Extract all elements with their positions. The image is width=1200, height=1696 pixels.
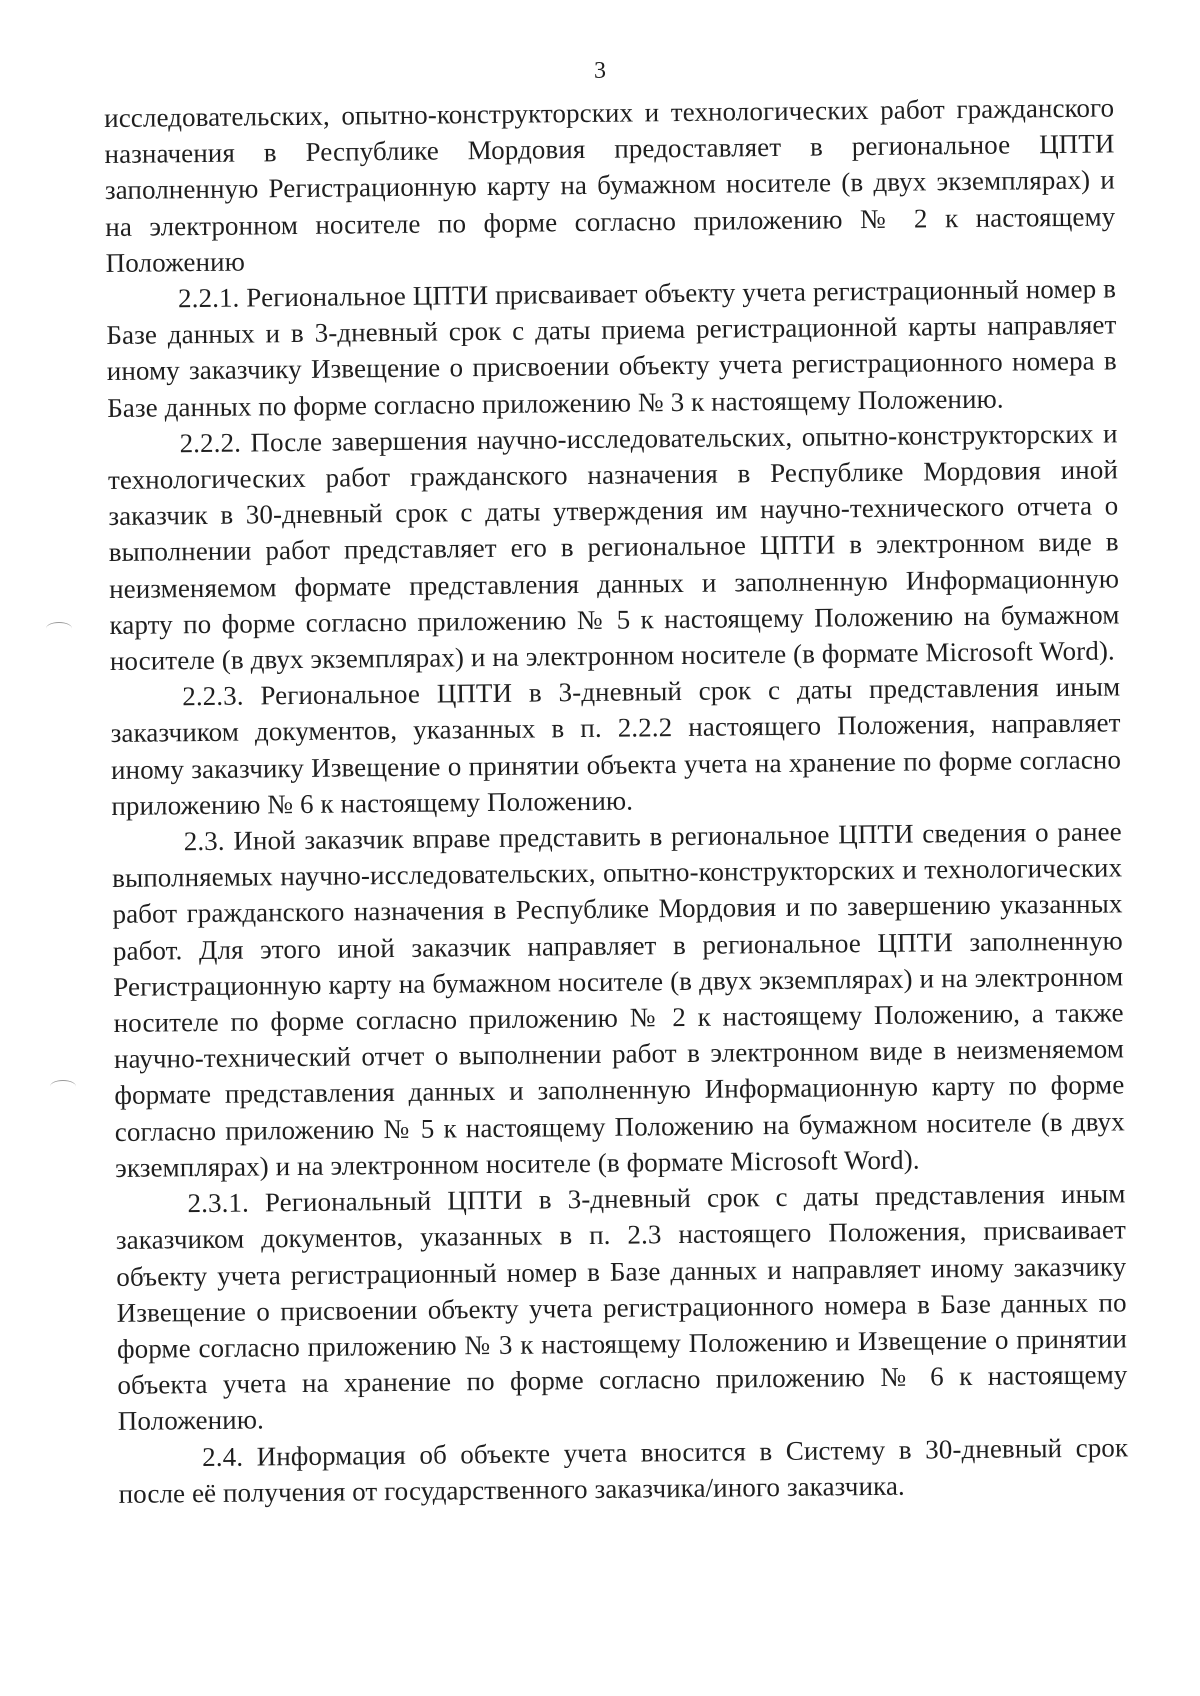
paragraph-2-3: 2.3. Иной заказчик вправе представить в региональное ЦПТИ сведения о ранее выполняемых научно-исследовательских, опытно-конструкторских и технологических работ гражданского назначения в Республике Мордовия и по завершению указанных работ. Для этого иной заказчик направляет в региональное ЦПТИ заполненную Регистрационную карту на бумажном носителе (в двух экземплярах) и на электронном носителе по форме согласно приложению № 2 к настоящему Положению, а также научно-технический отчет о выполнении работ в электронном виде в неизменяемом формате представления данных и заполненную Информационную карту по форме согласно приложению № 5 к настоящему Положению на бумажном носителе (в двух экземплярах) и на электронном носителе (в формате Microsoft Word).	[111, 816, 1125, 1183]
paragraph-2-2-1: 2.2.1. Региональное ЦПТИ присваивает объекту учета регистрационный номер в Базе данных и в 3-дневный срок с даты приема регистрационной карты направляет иному заказчику Извещение о присвоении объекту учета регистрационного номера в Базе данных по форме согласно приложению № 3 к настоящему Положению.	[106, 273, 1117, 423]
scan-punch-mark	[46, 622, 72, 635]
paragraph-2-2-2: 2.2.2. После завершения научно-исследовательских, опытно-конструкторских и технологических работ гражданского назначения в Республике Мордовия иной заказчик в 30-дневный срок с даты утверждения им научно-технического отчета о выполнении работ представляет его в региональное ЦПТИ в электронном виде в неизменяемом формате представления данных и заполненную Информационную карту по форме согласно приложению № 5 к настоящему Положению на бумажном носителе (в двух экземплярах) и на электронном носителе (в формате Microsoft Word).	[107, 418, 1120, 677]
document-body	[104, 89, 1129, 1511]
paragraph-2-2-3: 2.2.3. Региональное ЦПТИ в 3-дневный срок с даты представления иным заказчиком документов, указанных в п. 2.2.2 настоящего Положения, направляет иному заказчику Извещение о принятии объекта учета на хранение по форме согласно приложению № 6 к настоящему Положению.	[110, 671, 1122, 821]
paragraph-2-4: 2.4. Информация об объекте учета вносится в Систему в 30-дневный срок после её получения от государственного заказчика/иного заказчика.	[118, 1431, 1129, 1509]
paragraph-continuation: исследовательских, опытно-конструкторских и технологических работ гражданского назначения в Республике Мордовия предоставляет в региональное ЦПТИ заполненную Регистрационную карту на бумажном носителе (в двух экземплярах) и на электронном носителе по форме согласно приложению № 2 к настоящему Положению	[104, 92, 1116, 278]
page-number: 3	[594, 58, 606, 84]
paragraph-2-3-1: 2.3.1. Региональный ЦПТИ в 3-дневный срок с даты представления иным заказчиком документов, указанных в п. 2.3 настоящего Положения, присваивает объекту учета регистрационный номер в Базе данных и направляет иному заказчику Извещение о присвоении объекту учета регистрационного номера в Базе данных по форме согласно приложению № 3 к настоящему Положению и Извещение о принятии объекта учета на хранение по форме согласно приложению № 6 к настоящему Положению.	[115, 1178, 1128, 1437]
scan-punch-mark	[50, 1080, 76, 1093]
